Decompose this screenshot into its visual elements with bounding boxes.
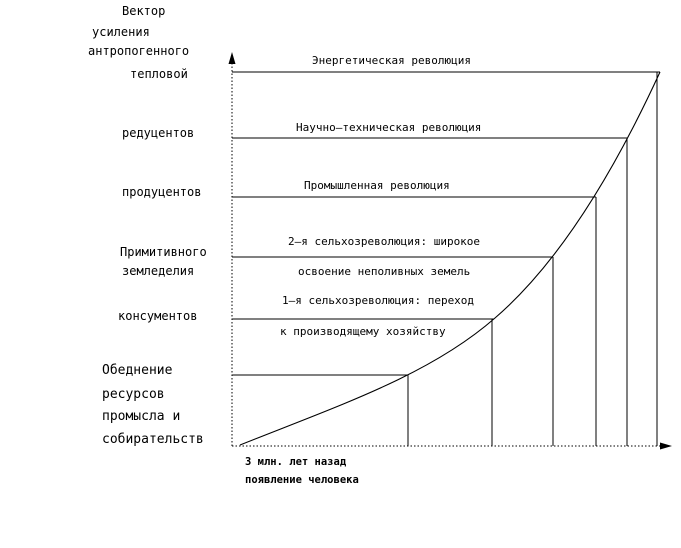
revolution-label-agri1-1: 1–я сельхозреволюция: переход bbox=[282, 294, 475, 307]
axis-title-line-2: усиления bbox=[92, 25, 150, 39]
revolution-label-agri1-2: к производящему хозяйству bbox=[280, 325, 446, 338]
revolution-label-energy: Энергетическая революция bbox=[312, 54, 471, 67]
revolution-label-industrial: Промышленная революция bbox=[304, 179, 450, 192]
x-axis-arrow bbox=[660, 443, 672, 450]
left-label-primitive-farming-2: земледелия bbox=[122, 264, 195, 278]
axis-title-line-4: тепловой bbox=[130, 67, 188, 81]
revolution-label-agri2-2: освоение неполивных земель bbox=[298, 265, 471, 278]
left-label-producers: продуцентов bbox=[122, 185, 202, 199]
left-label-primitive-farming-1: Примитивного bbox=[120, 245, 207, 259]
axis-title-line-1: Вектор bbox=[122, 4, 166, 18]
x-axis-note-line-1: 3 млн. лет назад bbox=[245, 456, 347, 468]
x-axis-note-line-2: появление человека bbox=[245, 474, 359, 486]
left-label-consumers: консументов bbox=[118, 309, 198, 323]
left-label-depletion-2: ресурсов bbox=[102, 387, 165, 402]
left-label-depletion-4: собирательств bbox=[102, 432, 204, 447]
revolution-label-scitech: Научно–техническая революция bbox=[296, 121, 482, 134]
left-label-depletion-1: Обеднение bbox=[102, 363, 173, 378]
left-label-depletion-3: промысла и bbox=[102, 409, 181, 424]
y-axis-arrow bbox=[229, 52, 236, 64]
left-label-reducers: редуцентов bbox=[122, 126, 195, 140]
axis-title-line-3: антропогенного bbox=[88, 44, 190, 58]
revolution-label-agri2-1: 2–я сельхозреволюция: широкое bbox=[288, 235, 481, 248]
